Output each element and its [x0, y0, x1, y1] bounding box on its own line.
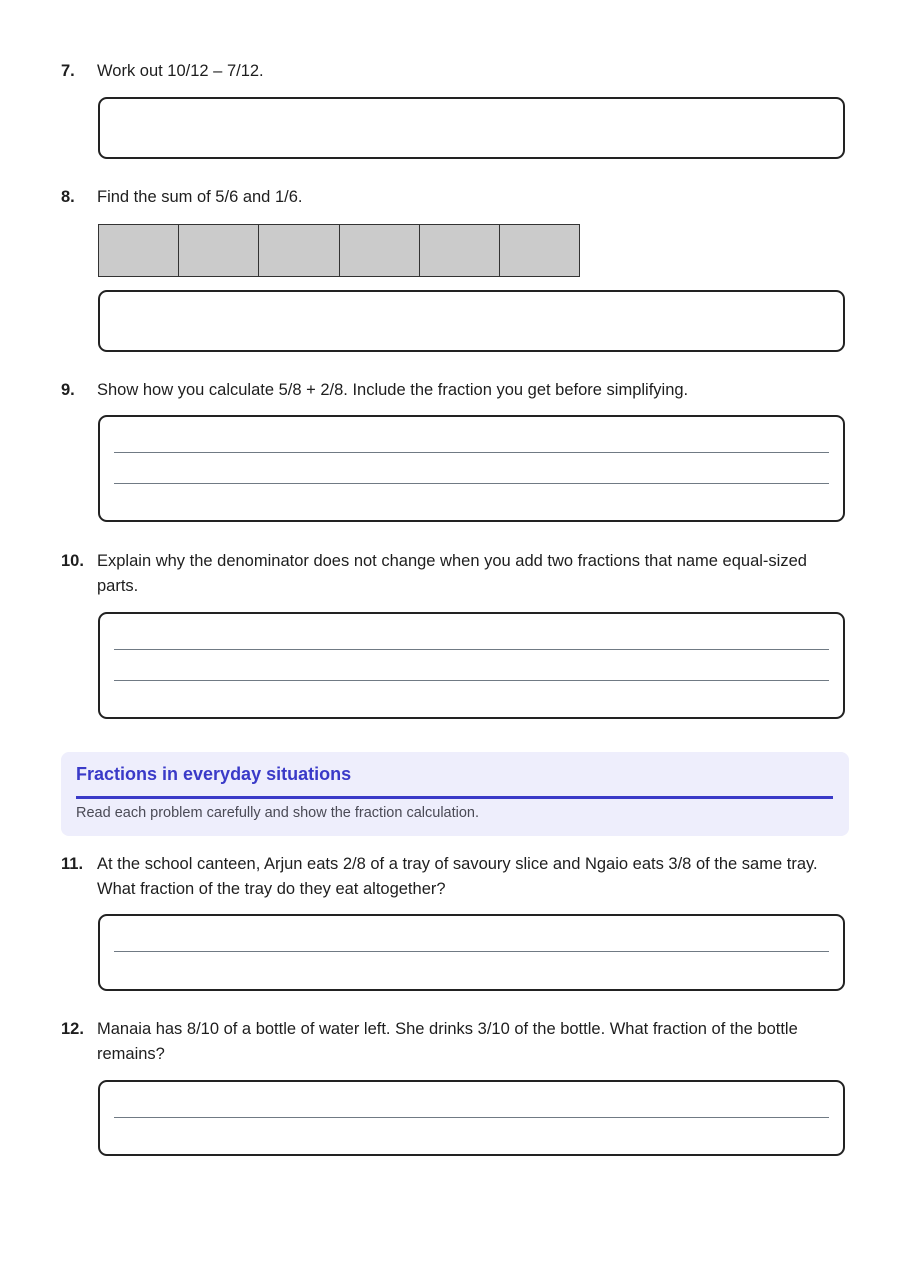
writing-line: [114, 680, 829, 681]
question-10: [61, 549, 841, 599]
fraction-bar-cell: [500, 225, 579, 276]
question-number: 8.: [61, 188, 75, 206]
section-divider: [76, 796, 833, 799]
fraction-bar-cell: [179, 225, 259, 276]
answer-box-11[interactable]: [98, 914, 845, 991]
question-9: [61, 378, 841, 403]
writing-line: [114, 649, 829, 650]
answer-box-9[interactable]: [98, 415, 845, 522]
section-header: [61, 752, 849, 836]
answer-box-7[interactable]: [98, 97, 845, 159]
question-number: 7.: [61, 62, 75, 80]
question-text: Show how you calculate 5/8 + 2/8. Include the fraction you get before simplifying.: [97, 381, 689, 399]
question-number: 11.: [61, 855, 84, 873]
question-number: 10.: [61, 552, 84, 570]
writing-line: [114, 951, 829, 952]
writing-line: [114, 483, 829, 484]
writing-line: [114, 1117, 829, 1118]
question-text: Find the sum of 5/6 and 1/6.: [97, 188, 303, 206]
answer-box-8[interactable]: [98, 290, 845, 352]
writing-line: [114, 452, 829, 453]
question-text: Work out 10/12 – 7/12.: [97, 62, 264, 80]
answer-box-10[interactable]: [98, 612, 845, 719]
question-text: Manaia has 8/10 of a bottle of water left. She drinks 3/10 of the bottle. What fraction of the bottle remains?: [97, 1020, 798, 1063]
fraction-bar-cell: [99, 225, 179, 276]
question-12: [61, 1017, 841, 1067]
question-number: 9.: [61, 381, 75, 399]
answer-box-12[interactable]: [98, 1080, 845, 1156]
question-11: [61, 852, 841, 902]
question-number: 12.: [61, 1020, 84, 1038]
section-title: Fractions in everyday situations: [76, 764, 352, 784]
question-8: [61, 185, 841, 210]
question-text: Explain why the denominator does not change when you add two fractions that name equal-sized parts.: [97, 552, 807, 595]
fraction-bar-cell: [340, 225, 420, 276]
fraction-bar-cell: [259, 225, 339, 276]
fraction-bar-sixths: [98, 224, 580, 277]
section-instructions: Read each problem carefully and show the fraction calculation.: [76, 805, 480, 821]
fraction-bar-cell: [420, 225, 500, 276]
question-text: At the school canteen, Arjun eats 2/8 of a tray of savoury slice and Ngaio eats 3/8 of the same tray. What fraction of the tray do they eat altogether?: [97, 855, 818, 898]
question-7: [61, 59, 841, 84]
